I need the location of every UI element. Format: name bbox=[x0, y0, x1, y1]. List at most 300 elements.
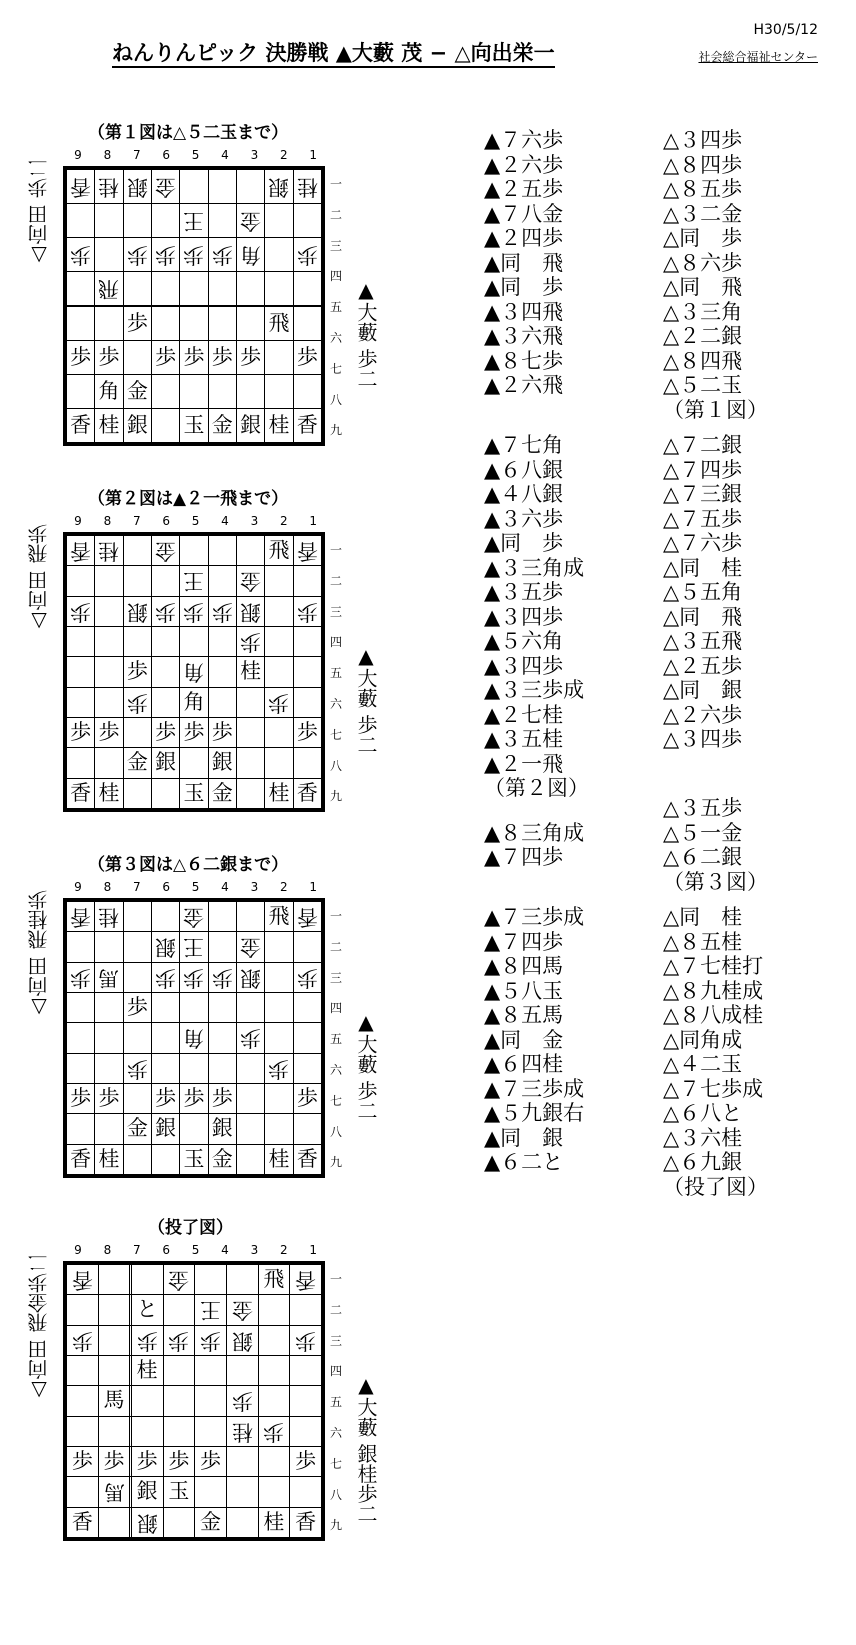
board-square bbox=[236, 687, 264, 717]
board-square bbox=[123, 1053, 151, 1083]
board-square bbox=[258, 1416, 290, 1446]
board-square bbox=[265, 271, 293, 305]
board-square bbox=[67, 1416, 99, 1446]
file-number: 2 bbox=[279, 148, 288, 162]
board-square bbox=[123, 307, 151, 341]
board-square bbox=[180, 237, 208, 271]
board-square bbox=[151, 1023, 179, 1053]
board-square bbox=[123, 1114, 151, 1144]
gote-piece: 金 bbox=[155, 539, 177, 564]
board-square bbox=[67, 1295, 99, 1325]
board-square bbox=[195, 1386, 227, 1416]
rank-number: 四 bbox=[330, 1364, 343, 1379]
board-square bbox=[98, 1446, 130, 1476]
shogi-board bbox=[63, 1261, 325, 1541]
sente-piece: 歩 bbox=[126, 659, 148, 684]
board-square bbox=[67, 566, 95, 596]
rank-number: 三 bbox=[330, 604, 343, 619]
sente-piece: 桂 bbox=[98, 412, 120, 437]
sente-move: ▲８五馬 bbox=[484, 1003, 564, 1027]
board-square bbox=[95, 1144, 123, 1174]
sente-move: ▲７六歩 bbox=[484, 128, 564, 152]
board-square bbox=[95, 1053, 123, 1083]
gote-move: △６二銀 bbox=[663, 845, 743, 869]
rank-number: 一 bbox=[330, 909, 343, 923]
board-square bbox=[293, 657, 321, 687]
board-square bbox=[180, 962, 208, 992]
board-square bbox=[123, 536, 151, 566]
sente-move: ▲同 歩 bbox=[484, 275, 564, 299]
gote-piece: 歩 bbox=[70, 965, 92, 990]
board-square bbox=[151, 687, 179, 717]
board-square bbox=[67, 1386, 99, 1416]
file-number: 8 bbox=[103, 1243, 112, 1257]
board-square bbox=[180, 992, 208, 1022]
board-square bbox=[123, 717, 151, 747]
gote-piece: 香 bbox=[296, 539, 318, 564]
gote-move: △４二玉 bbox=[663, 1052, 743, 1076]
gote-move: （投了図） bbox=[663, 1174, 768, 1199]
diagram-caption: （第１図は△５二玉まで） bbox=[88, 123, 289, 143]
board-square bbox=[208, 992, 236, 1022]
gote-move: △８九桂成 bbox=[663, 978, 764, 1003]
board-square bbox=[123, 657, 151, 687]
file-number: 6 bbox=[162, 514, 170, 528]
board-square bbox=[293, 1083, 321, 1113]
board-square bbox=[151, 778, 179, 808]
file-number: 7 bbox=[132, 880, 141, 894]
sente-piece: 歩 bbox=[183, 345, 205, 370]
board-square bbox=[151, 1144, 179, 1174]
board-square bbox=[208, 1053, 236, 1083]
board-square bbox=[151, 717, 179, 747]
board-square bbox=[226, 1295, 258, 1325]
rank-number: 七 bbox=[330, 727, 343, 742]
gote-piece: 金 bbox=[240, 208, 262, 233]
board-square bbox=[67, 1114, 95, 1144]
board-square bbox=[67, 626, 95, 656]
board-square bbox=[258, 1265, 290, 1295]
board-square bbox=[208, 596, 236, 626]
board-square bbox=[95, 1114, 123, 1144]
sente-piece: 香 bbox=[296, 1146, 318, 1171]
board-square bbox=[123, 271, 151, 305]
gote-piece: 歩 bbox=[70, 599, 92, 624]
board-square bbox=[236, 992, 264, 1022]
sente-piece: 桂 bbox=[268, 780, 290, 805]
sente-move: ▲８三角成 bbox=[484, 820, 585, 845]
rank-number: 八 bbox=[330, 1124, 343, 1139]
board-square bbox=[265, 408, 293, 442]
board-square bbox=[265, 992, 293, 1022]
board-square bbox=[236, 1053, 264, 1083]
rank-number: 二 bbox=[330, 573, 343, 588]
file-number: 2 bbox=[279, 880, 288, 894]
board-square bbox=[163, 1325, 195, 1355]
board-square bbox=[95, 687, 123, 717]
gote-piece: 王 bbox=[200, 1298, 222, 1323]
board-square bbox=[180, 307, 208, 341]
board-square bbox=[95, 1023, 123, 1053]
board-square bbox=[208, 237, 236, 271]
board-square bbox=[236, 596, 264, 626]
board-square bbox=[265, 717, 293, 747]
gote-piece: 歩 bbox=[71, 1328, 93, 1353]
sente-piece: 桂 bbox=[136, 1358, 158, 1383]
sente-move: ▲３五歩 bbox=[484, 580, 564, 604]
board-square bbox=[67, 902, 95, 932]
board-square bbox=[131, 1416, 163, 1446]
board-square bbox=[67, 932, 95, 962]
board-square bbox=[293, 307, 321, 341]
board-square bbox=[123, 1144, 151, 1174]
sente-move: ▲４八銀 bbox=[484, 482, 564, 506]
board-square bbox=[208, 170, 236, 204]
sente-piece: 金 bbox=[211, 780, 233, 805]
gote-piece: 桂 bbox=[296, 174, 318, 199]
board-square bbox=[265, 932, 293, 962]
gote-move: （第３図） bbox=[663, 869, 768, 894]
board-square bbox=[265, 962, 293, 992]
file-number: 3 bbox=[250, 880, 259, 894]
gote-piece: 香 bbox=[71, 1268, 93, 1293]
gote-piece: 金 bbox=[155, 174, 177, 199]
rank-number: 六 bbox=[330, 1063, 343, 1077]
board-square bbox=[123, 203, 151, 237]
board-square bbox=[151, 341, 179, 375]
board-square bbox=[293, 271, 321, 305]
gote-piece: 角 bbox=[240, 242, 262, 267]
board-square bbox=[180, 1114, 208, 1144]
board-square bbox=[163, 1446, 195, 1476]
board-square bbox=[236, 307, 264, 341]
sente-piece: 歩 bbox=[98, 1086, 120, 1111]
board-square bbox=[265, 237, 293, 271]
gote-piece: 歩 bbox=[295, 1328, 317, 1353]
gote-piece: 歩 bbox=[211, 242, 233, 267]
board-square bbox=[123, 170, 151, 204]
sente-piece: 香 bbox=[296, 780, 318, 805]
board-square bbox=[258, 1386, 290, 1416]
rank-number: 五 bbox=[330, 300, 343, 315]
board-square bbox=[290, 1386, 322, 1416]
sente-piece: 飛 bbox=[268, 538, 290, 563]
sente-move: ▲３六飛 bbox=[484, 324, 564, 348]
date-label: H30/5/12 bbox=[753, 22, 818, 38]
diagram-caption: （投了図） bbox=[148, 1218, 233, 1238]
board-square bbox=[195, 1325, 227, 1355]
gote-move: （第１図） bbox=[663, 397, 768, 422]
sente-piece: 桂 bbox=[240, 659, 262, 684]
gote-piece: 歩 bbox=[126, 242, 148, 267]
sente-piece: 歩 bbox=[98, 345, 120, 370]
rank-number: 六 bbox=[330, 331, 343, 345]
gote-piece: 歩 bbox=[126, 1056, 148, 1081]
sente-piece: 金 bbox=[200, 1509, 222, 1534]
board-square bbox=[67, 375, 95, 409]
gote-piece: 銀 bbox=[126, 599, 148, 624]
gote-move: △２二銀 bbox=[663, 324, 743, 348]
file-number: 1 bbox=[309, 880, 317, 894]
board-square bbox=[67, 237, 95, 271]
gote-piece: 馬 bbox=[98, 965, 120, 990]
board-square bbox=[123, 932, 151, 962]
board-square bbox=[208, 717, 236, 747]
sente-move: ▲同 飛 bbox=[484, 250, 564, 275]
sente-hand: ▲大藪 歩二 bbox=[354, 1010, 378, 1121]
board-square bbox=[226, 1507, 258, 1537]
gote-piece: 金 bbox=[240, 569, 262, 594]
board-square bbox=[123, 341, 151, 375]
board-square bbox=[265, 687, 293, 717]
board-square bbox=[265, 1083, 293, 1113]
board-square bbox=[265, 902, 293, 932]
board-square bbox=[180, 271, 208, 305]
sente-move: ▲２六飛 bbox=[484, 373, 564, 397]
sente-piece: 銀 bbox=[211, 1116, 233, 1141]
gote-move: △５二玉 bbox=[663, 373, 743, 397]
sente-piece: 歩 bbox=[295, 1449, 317, 1474]
sente-move: ▲２七桂 bbox=[484, 702, 564, 727]
board-square bbox=[180, 170, 208, 204]
sente-piece: 歩 bbox=[211, 720, 233, 745]
shogi-board bbox=[63, 166, 325, 446]
board-square bbox=[180, 1023, 208, 1053]
board-square bbox=[236, 748, 264, 778]
board-square bbox=[265, 1023, 293, 1053]
sente-piece: 歩 bbox=[211, 1086, 233, 1111]
gote-move: △同 飛 bbox=[663, 275, 743, 299]
board-square bbox=[98, 1265, 130, 1295]
board-square bbox=[293, 566, 321, 596]
board-square bbox=[95, 778, 123, 808]
board-square bbox=[195, 1477, 227, 1507]
gote-move: △３四歩 bbox=[663, 128, 743, 152]
board-square bbox=[293, 203, 321, 237]
gote-move: △３二金 bbox=[663, 201, 743, 226]
sente-move: ▲６四桂 bbox=[484, 1052, 564, 1076]
board-square bbox=[290, 1325, 322, 1355]
sente-piece: 金 bbox=[211, 412, 233, 437]
board-square bbox=[98, 1325, 130, 1355]
sente-move: ▲５八玉 bbox=[484, 978, 564, 1003]
board-square bbox=[151, 1053, 179, 1083]
file-number: 7 bbox=[132, 148, 141, 162]
gote-piece: 歩 bbox=[168, 1328, 190, 1353]
sente-move: ▲２四歩 bbox=[484, 226, 564, 250]
file-number: 3 bbox=[250, 148, 259, 162]
board-square bbox=[67, 962, 95, 992]
sente-piece: 銀 bbox=[240, 412, 262, 437]
shogi-board bbox=[63, 532, 325, 812]
sente-piece: 飛 bbox=[268, 904, 290, 929]
sente-hand: ▲大藪 銀桂歩二 bbox=[354, 1373, 378, 1524]
gote-piece: 香 bbox=[70, 174, 92, 199]
board-square bbox=[180, 657, 208, 687]
gote-piece: 角 bbox=[183, 660, 205, 685]
board-square bbox=[123, 408, 151, 442]
file-number: 5 bbox=[191, 880, 200, 894]
sente-piece: 歩 bbox=[296, 720, 318, 745]
gote-move: △７六歩 bbox=[663, 531, 743, 555]
sente-piece: 歩 bbox=[183, 720, 205, 745]
sente-piece: 銀 bbox=[155, 1116, 177, 1141]
gote-move: △７二銀 bbox=[663, 433, 743, 457]
sente-piece: 歩 bbox=[155, 720, 177, 745]
board-square bbox=[95, 932, 123, 962]
file-number: 6 bbox=[162, 148, 170, 162]
sente-piece: 銀 bbox=[155, 750, 177, 775]
sente-piece: 歩 bbox=[155, 345, 177, 370]
board-square bbox=[265, 536, 293, 566]
board-square bbox=[265, 566, 293, 596]
board-square bbox=[290, 1265, 322, 1295]
board-square bbox=[226, 1446, 258, 1476]
board-square bbox=[131, 1265, 163, 1295]
rank-number: 四 bbox=[330, 635, 343, 650]
board-square bbox=[123, 566, 151, 596]
gote-move: △同 歩 bbox=[663, 226, 743, 250]
file-number: 1 bbox=[309, 148, 317, 162]
gote-piece: 香 bbox=[296, 905, 318, 930]
sente-piece: 玉 bbox=[168, 1479, 190, 1504]
board-square bbox=[180, 1144, 208, 1174]
board-square bbox=[236, 341, 264, 375]
board-square bbox=[151, 962, 179, 992]
board-square bbox=[67, 203, 95, 237]
gote-piece: 銀 bbox=[126, 174, 148, 199]
sente-piece: 歩 bbox=[98, 720, 120, 745]
gote-piece: 馬 bbox=[103, 1480, 125, 1505]
board-square bbox=[236, 375, 264, 409]
sente-piece: 歩 bbox=[71, 1449, 93, 1474]
file-number: 8 bbox=[103, 514, 112, 528]
board-square bbox=[208, 748, 236, 778]
board-square bbox=[67, 1325, 99, 1355]
board-square bbox=[123, 237, 151, 271]
gote-piece: 歩 bbox=[200, 1328, 222, 1353]
board-square bbox=[265, 626, 293, 656]
board-square bbox=[265, 1144, 293, 1174]
gote-move: △８四飛 bbox=[663, 348, 743, 373]
file-number: 7 bbox=[132, 1243, 141, 1257]
board-square bbox=[67, 1355, 99, 1385]
gote-piece: 金 bbox=[183, 905, 205, 930]
gote-move: △３三角 bbox=[663, 299, 743, 324]
board-square bbox=[67, 717, 95, 747]
board-square bbox=[180, 902, 208, 932]
gote-move: △５一金 bbox=[663, 820, 743, 845]
board-square bbox=[95, 1083, 123, 1113]
board-square bbox=[67, 536, 95, 566]
rank-number: 七 bbox=[330, 1456, 343, 1471]
board-square bbox=[180, 1083, 208, 1113]
board-square bbox=[208, 657, 236, 687]
board-square bbox=[131, 1325, 163, 1355]
board-square bbox=[95, 536, 123, 566]
board-square bbox=[95, 902, 123, 932]
board-square bbox=[151, 408, 179, 442]
board-square bbox=[208, 932, 236, 962]
board-square bbox=[236, 626, 264, 656]
board-square bbox=[236, 657, 264, 687]
rank-number: 九 bbox=[330, 1518, 343, 1533]
gote-piece: 歩 bbox=[268, 690, 290, 715]
sente-piece: 金 bbox=[126, 379, 148, 404]
sente-piece: 桂 bbox=[268, 412, 290, 437]
gote-piece: 歩 bbox=[136, 1328, 158, 1353]
board-square bbox=[195, 1416, 227, 1446]
gote-move: △８八成桂 bbox=[663, 1003, 764, 1027]
board-square bbox=[293, 687, 321, 717]
board-square bbox=[123, 778, 151, 808]
board-square bbox=[236, 536, 264, 566]
sente-move: ▲７三歩成 bbox=[484, 1076, 585, 1101]
sente-piece: 香 bbox=[295, 1509, 317, 1534]
sente-piece: 馬 bbox=[103, 1388, 125, 1413]
file-number: 8 bbox=[103, 880, 112, 894]
sente-piece: 歩 bbox=[126, 995, 148, 1020]
board-square bbox=[293, 962, 321, 992]
gote-hand: △向田 飛桂歩 bbox=[27, 890, 51, 1021]
board-square bbox=[258, 1295, 290, 1325]
sente-move: ▲同 金 bbox=[484, 1027, 564, 1052]
rank-number: 五 bbox=[330, 666, 343, 681]
rank-number: 八 bbox=[330, 392, 343, 407]
board-square bbox=[131, 1446, 163, 1476]
gote-move: △２六歩 bbox=[663, 702, 743, 727]
board-square bbox=[293, 341, 321, 375]
sente-move: ▲３六歩 bbox=[484, 506, 564, 531]
gote-move: △６九銀 bbox=[663, 1150, 743, 1174]
gote-piece: 銀 bbox=[240, 599, 262, 624]
board-square bbox=[95, 237, 123, 271]
rank-number: 三 bbox=[330, 1333, 343, 1348]
board-square bbox=[163, 1477, 195, 1507]
board-square bbox=[236, 408, 264, 442]
gote-piece: 歩 bbox=[155, 242, 177, 267]
sente-piece: 玉 bbox=[183, 780, 205, 805]
gote-piece: 歩 bbox=[263, 1419, 285, 1444]
gote-piece: 桂 bbox=[98, 174, 120, 199]
board-square bbox=[293, 408, 321, 442]
diagram-caption: （第２図は▲２一飛まで） bbox=[88, 489, 289, 509]
gote-piece: 王 bbox=[183, 208, 205, 233]
board-square bbox=[208, 203, 236, 237]
board-square bbox=[67, 307, 95, 341]
gote-move: △３五飛 bbox=[663, 629, 743, 653]
board-square bbox=[226, 1265, 258, 1295]
board-square bbox=[293, 170, 321, 204]
board-square bbox=[208, 375, 236, 409]
board-square bbox=[180, 717, 208, 747]
gote-piece: 飛 bbox=[98, 276, 120, 301]
sente-move: ▲２五歩 bbox=[484, 177, 564, 201]
board-square bbox=[151, 626, 179, 656]
board-square bbox=[98, 1416, 130, 1446]
gote-move: △３四歩 bbox=[663, 727, 743, 751]
board-square bbox=[95, 596, 123, 626]
sente-move: ▲３四歩 bbox=[484, 604, 564, 629]
gote-move: △同 桂 bbox=[663, 905, 743, 929]
board-square bbox=[95, 271, 123, 305]
board-square bbox=[67, 687, 95, 717]
board-square bbox=[293, 375, 321, 409]
file-number: 6 bbox=[162, 880, 170, 894]
sente-piece: 歩 bbox=[136, 1449, 158, 1474]
board-square bbox=[290, 1416, 322, 1446]
file-number: 5 bbox=[191, 514, 200, 528]
